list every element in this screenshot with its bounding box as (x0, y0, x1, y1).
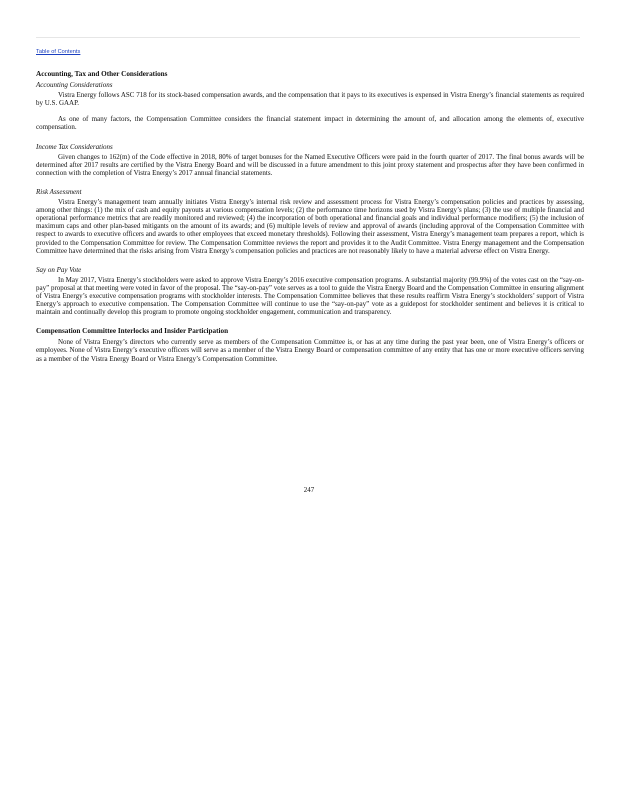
subheading-say-on-pay: Say on Pay Vote (36, 265, 82, 274)
page-top-rule (36, 37, 580, 38)
accounting-paragraph-2: As one of many factors, the Compensation Committee considers the financial statement impact in determining the amount of, and allocation among the elements of, executive compensation. (36, 115, 584, 132)
subheading-accounting: Accounting Considerations (36, 81, 113, 90)
page-number: 247 (303, 486, 315, 494)
table-of-contents-link[interactable]: Table of Contents (36, 49, 81, 55)
say-on-pay-paragraph: In May 2017, Vistra Energy’s stockholders were asked to approve Vistra Energy’s 2016 executive compensation programs. A substantial majority (99.9%) of the votes cast on the “say-on-pay” proposal at that meeting were voted in favor of the proposal. The “say-on-pay” vote serves as a tool to guide the Vistra Energy Board and the Compensation Committee in ensuring alignment of Vistra Energy’s executive compensation programs with stockholder interests. The Compensation Committee believes that these results reaffirm Vistra Energy’s stockholders’ support of Vistra Energy’s approach to executive compensation. The Compensation Committee will continue to use the “say-on-pay” vote as a guidepost for stockholder sentiment and believes it is critical to maintain and continually develop this program to promote ongoing stockholder engagement, communication and transparency. (36, 275, 584, 317)
accounting-paragraph-1: Vistra Energy follows ASC 718 for its stock-based compensation awards, and the compensation that it pays to its executives is expensed in Vistra Energy’s financial statements as required by U.S. GAAP. (36, 91, 584, 108)
document-body (36, 70, 584, 363)
subheading-income-tax: Income Tax Considerations (36, 142, 113, 151)
section-heading-accounting-tax: Accounting, Tax and Other Considerations (36, 70, 168, 78)
section-heading-interlocks: Compensation Committee Interlocks and Insider Participation (36, 327, 229, 336)
risk-assessment-paragraph: Vistra Energy’s management team annually initiates Vistra Energy’s internal risk review and assessment process for Vistra Energy’s compensation policies and practices by assessing, among other things: (1) the mix of cash and equity payouts at various compensation levels; (2) the performance time horizons used by Vistra Energy’s plans; (3) the use of multiple financial and operational performance metrics that are readily monitored and reviewed; (4) the incorporation of both operational and financial goals and individual performance modifiers; (5) the inclusion of maximum caps and other plan-based mitigants on the amount of its awards; and (6) multiple levels of review and approval of awards (including approval of the Compensation Committee with respect to awards to executive officers and awards to other employees that exceed monetary thresholds). Following their assessment, Vistra Energy’s management team prepares a report, which is provided to the Compensation Committee for review. The Compensation Committee reviews the report and provides it to the Audit Committee. Vistra Energy management and the Compensation Committee have determined that the risks arising from Vistra Energy’s compensation policies and practices are not reasonably likely to have a material adverse effect on Vistra Energy. (36, 198, 584, 255)
subheading-risk-assessment: Risk Assessment (36, 187, 82, 196)
income-tax-paragraph: Given changes to 162(m) of the Code effective in 2018, 80% of target bonuses for the Named Executive Officers were paid in the fourth quarter of 2017. The final bonus awards will be determined after 2017 results are certified by the Vistra Energy Board and will be discussed in a future amendment to this joint proxy statement and prospectus after they have been confirmed in connection with the completion of Vistra Energy’s 2017 annual financial statements. (36, 152, 584, 177)
interlocks-paragraph: None of Vistra Energy’s directors who currently serve as members of the Compensation Committee is, or has at any time during the past year been, one of Vistra Energy’s officers or employees. None of Vistra Energy’s executive officers will serve as a member of the Vistra Energy Board or compensation committee of any entity that has one or more executive officers serving as a member of the Vistra Energy Board or Vistra Energy’s Compensation Committee. (36, 338, 584, 363)
